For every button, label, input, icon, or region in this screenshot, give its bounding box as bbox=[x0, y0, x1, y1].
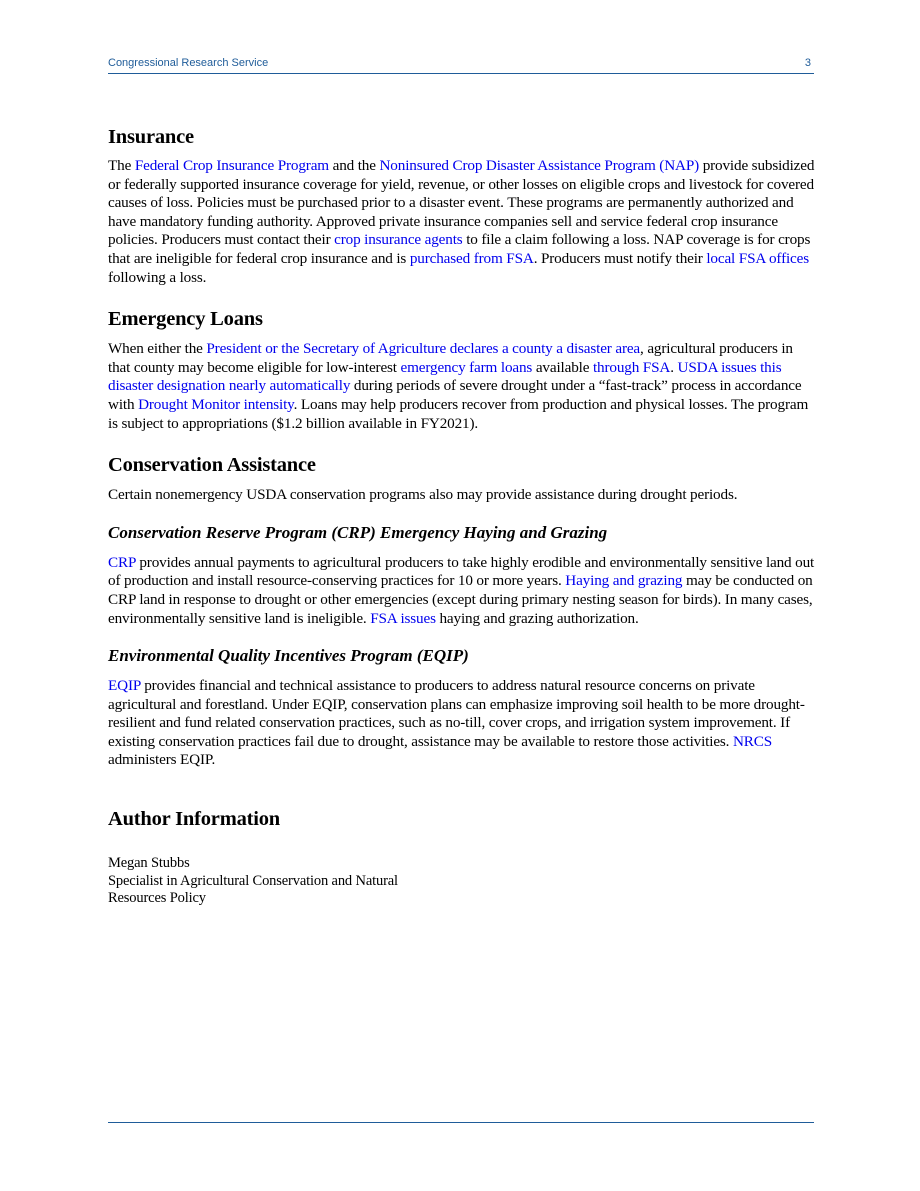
text-run: provides annual payments to agricultural producers to take highly erodible and environmentally sensitive land out of production and install resource-conserving practices for 10 or more years. bbox=[108, 553, 815, 590]
text-run: during periods of severe drought under a “fast-track” process in accordance with bbox=[108, 377, 802, 413]
page-header bbox=[108, 57, 814, 74]
author-role-line-1: Specialist in Agricultural Conservation and Natural bbox=[108, 872, 398, 889]
text-run: . Producers must notify their bbox=[533, 249, 707, 267]
section-title-conservation-assistance: Conservation Assistance bbox=[108, 454, 316, 477]
insurance-paragraph bbox=[108, 157, 816, 287]
text-run: and the bbox=[328, 157, 380, 174]
text-run: may be conducted on CRP land in response to drought or other emergencies (except during primary nesting season for birds). In many cases, environmentally sensitive land is ineligible. bbox=[108, 572, 813, 627]
link-disaster-declaration[interactable]: President or the Secretary of Agriculture declares a county a disaster area bbox=[206, 340, 641, 358]
link-nap[interactable]: Noninsured Crop Disaster Assistance Program (NAP) bbox=[379, 157, 700, 174]
link-crop-insurance-agents[interactable]: crop insurance agents bbox=[334, 231, 463, 249]
author-role-line-2: Resources Policy bbox=[108, 890, 206, 907]
subsection-title-eqip: Environmental Quality Incentives Program (EQIP) bbox=[108, 646, 469, 666]
crp-paragraph bbox=[108, 554, 816, 628]
text-run: to file a claim following a loss. NAP coverage is for crops that are ineligible for federal crop insurance and is bbox=[108, 231, 811, 267]
author-block bbox=[108, 855, 816, 908]
author-name: Megan Stubbs bbox=[108, 855, 190, 872]
footer-divider bbox=[108, 1122, 814, 1123]
link-federal-crop-insurance-program[interactable]: Federal Crop Insurance Program bbox=[134, 157, 329, 174]
text-run: When either the bbox=[108, 340, 207, 358]
text-run: provide subsidized or federally supported insurance coverage for yield, revenue, or other losses on eligible crops and livestock for covered causes of loss. Policies must be purchased prior to a disaster event. These programs are permanently authorized and have mandatory funding authority. Approved private insurance companies sell and service federal crop insurance policies. Producers must contact their bbox=[108, 157, 815, 249]
link-haying-and-grazing[interactable]: Haying and grazing bbox=[565, 572, 683, 590]
header-org-name: Congressional Research Service bbox=[108, 57, 269, 69]
emergency-loans-paragraph bbox=[108, 340, 816, 433]
section-title-emergency-loans: Emergency Loans bbox=[108, 308, 263, 331]
conservation-intro-paragraph: Certain nonemergency USDA conservation programs also may provide assistance during drought periods. bbox=[108, 486, 738, 504]
link-local-fsa-offices[interactable]: local FSA offices bbox=[706, 249, 809, 267]
section-title-author-information: Author Information bbox=[108, 808, 280, 831]
text-run: . Loans may help producers recover from production and physical losses. The program is subject to appropriations ($1.2 billion available in FY2021). bbox=[108, 395, 809, 432]
link-purchased-from-fsa[interactable]: purchased from FSA bbox=[409, 249, 534, 267]
eqip-paragraph bbox=[108, 677, 816, 770]
text-run: haying and grazing authorization. bbox=[435, 609, 639, 627]
text-run: following a loss. bbox=[108, 268, 207, 286]
subsection-title-crp: Conservation Reserve Program (CRP) Emergency Haying and Grazing bbox=[108, 522, 608, 542]
link-eqip[interactable]: EQIP bbox=[108, 677, 141, 695]
link-nrcs[interactable]: NRCS bbox=[732, 732, 773, 750]
text-run: The bbox=[108, 157, 135, 174]
document-body bbox=[108, 124, 816, 908]
link-disaster-designation[interactable]: USDA issues this disaster designation nearly automatically bbox=[108, 358, 782, 395]
link-drought-monitor-intensity[interactable]: Drought Monitor intensity bbox=[138, 395, 294, 413]
text-run: . bbox=[670, 358, 678, 376]
link-emergency-farm-loans[interactable]: emergency farm loans bbox=[400, 358, 533, 376]
header-page-number: 3 bbox=[804, 57, 811, 69]
text-run: provides financial and technical assistance to producers to address natural resource concerns on private agricultural and forestland. Under EQIP, conservation plans can emphasize improving soil health to be more drought-resilient and fund related conservation practices, such as no-till, cover crops, and irrigation system improvement. If existing conservation practices fail due to drought, assistance may be available to restore those activities. bbox=[108, 677, 805, 750]
text-run: , agricultural producers in that county may become eligible for low-interest bbox=[108, 340, 793, 376]
text-run: administers EQIP. bbox=[108, 751, 216, 769]
link-fsa-issues[interactable]: FSA issues bbox=[370, 609, 436, 627]
section-title-insurance: Insurance bbox=[108, 126, 194, 148]
link-crp[interactable]: CRP bbox=[108, 553, 136, 571]
text-run: available bbox=[532, 358, 593, 376]
link-through-fsa[interactable]: through FSA bbox=[592, 358, 671, 376]
